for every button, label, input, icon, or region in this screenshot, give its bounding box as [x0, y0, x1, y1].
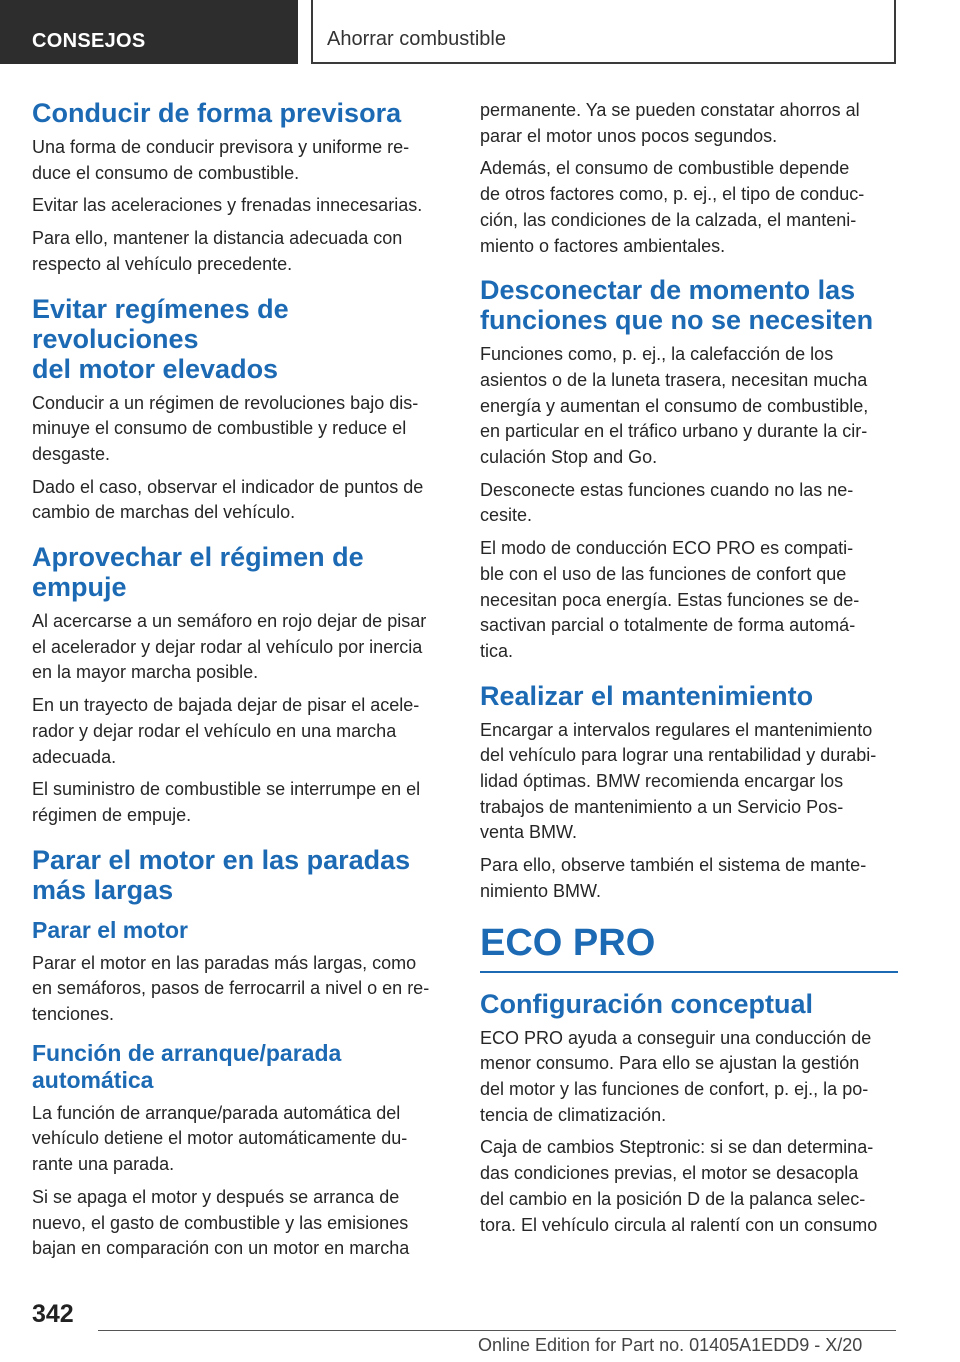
paragraph: Para ello, observe también el sistema de mante- nimiento BMW. [480, 855, 867, 901]
section-tab [0, 0, 298, 64]
section-title: CONSEJOS [32, 30, 146, 52]
subheading-parar-motor: Parar el motor [32, 916, 188, 943]
topic-header [311, 0, 896, 64]
topic-title: Ahorrar combustible [327, 28, 506, 50]
paragraph: En un trayecto de bajada dejar de pisar el acele- rador y dejar rodar el vehículo en una marcha adecuada. [32, 695, 420, 767]
paragraph: ECO PRO ayuda a conseguir una conducción de menor consumo. Para ello se ajustan la gestión del motor y las funciones de confort, p. ej., la po- tencia de climatización. [480, 1027, 872, 1125]
paragraph: permanente. Ya se pueden constatar ahorros al parar el motor unos pocos segundos. [480, 100, 860, 146]
paragraph: El suministro de combustible se interrumpe en el régimen de empuje. [32, 779, 421, 825]
chapter-heading-eco-pro: ECO PRO [480, 921, 898, 973]
heading-revoluciones: Evitar regímenes de revoluciones del motor elevados [32, 293, 289, 384]
subheading-funcion-arranque: Función de arranque/parada automática [32, 1039, 342, 1093]
paragraph: Una forma de conducir previsora y uniforme re- duce el consumo de combustible. [32, 137, 410, 183]
heading-desconectar: Desconectar de momento las funciones que no se necesiten [480, 275, 874, 336]
right-column [480, 98, 898, 1238]
left-column [32, 98, 450, 1262]
heading-configuracion: Configuración conceptual [480, 988, 814, 1019]
paragraph: Caja de cambios Steptronic: si se dan determina- das condiciones previas, el motor se desacopla del cambio en la posición D de la palanca selec- tora. El vehículo circula al ralentí con un consumo [480, 1137, 878, 1235]
paragraph: Si se apaga el motor y después se arranca de nuevo, el gasto de combustible y las emisiones bajan en comparación con un motor en marcha [32, 1186, 410, 1259]
paragraph: Para ello, mantener la distancia adecuada con respecto al vehículo precedente. [32, 228, 403, 274]
heading-mantenimiento: Realizar el mantenimiento [480, 680, 814, 711]
paragraph: Parar el motor en las paradas más largas, como en semáforos, pasos de ferrocarril a nivel o en re- tenciones. [32, 952, 430, 1025]
page-number: 342 [32, 1300, 74, 1328]
footer-divider [98, 1330, 896, 1331]
footer-edition: Online Edition for Part no. 01405A1EDD9 - X/20 [478, 1335, 863, 1355]
paragraph: Conducir a un régimen de revoluciones bajo dis- minuye el consumo de combustible y reduce el desgaste. [32, 392, 419, 464]
paragraph: Dado el caso, observar el indicador de puntos de cambio de marchas del vehículo. [32, 476, 424, 523]
paragraph: Además, el consumo de combustible depende de otros factores como, p. ej., el tipo de conduc- ción, las condiciones de la calzada, el manteni- miento o factores ambientales. [480, 158, 865, 256]
heading-paradas: Parar el motor en las paradas más largas [32, 844, 411, 905]
paragraph: La función de arranque/parada automática del vehículo detiene el motor automáticamente du- rante una parada. [32, 1102, 408, 1175]
paragraph: Al acercarse a un semáforo en rojo dejar de pisar el acelerador y dejar rodar al vehículo por inercia en la mayor marcha posible. [32, 611, 427, 683]
heading-previsora: Conducir de forma previsora [32, 98, 402, 128]
heading-empuje: Aprovechar el régimen de empuje [32, 542, 364, 603]
paragraph: Encargar a intervalos regulares el mantenimiento del vehículo para lograr una rentabilidad y durabi- lidad óptimas. BMW recomienda encargar los trabajos de mantenimiento a un Servicio Pos- venta BMW. [480, 719, 877, 843]
paragraph: El modo de conducción ECO PRO es compati- ble con el uso de las funciones de confort que necesitan poca energía. Estas funciones se de- sactivan parcial o totalmente de forma automá- tica. [480, 538, 860, 661]
paragraph: Evitar las aceleraciones y frenadas innecesarias. [32, 195, 423, 216]
paragraph: Funciones como, p. ej., la calefacción de los asientos o de la luneta trasera, necesitan mucha energía y aumentan el consumo de combustible, en particular en el tráfico urbano y durante la cir- culación Stop and Go. [480, 344, 869, 468]
paragraph: Desconecte estas funciones cuando no las ne- cesite. [480, 479, 854, 526]
